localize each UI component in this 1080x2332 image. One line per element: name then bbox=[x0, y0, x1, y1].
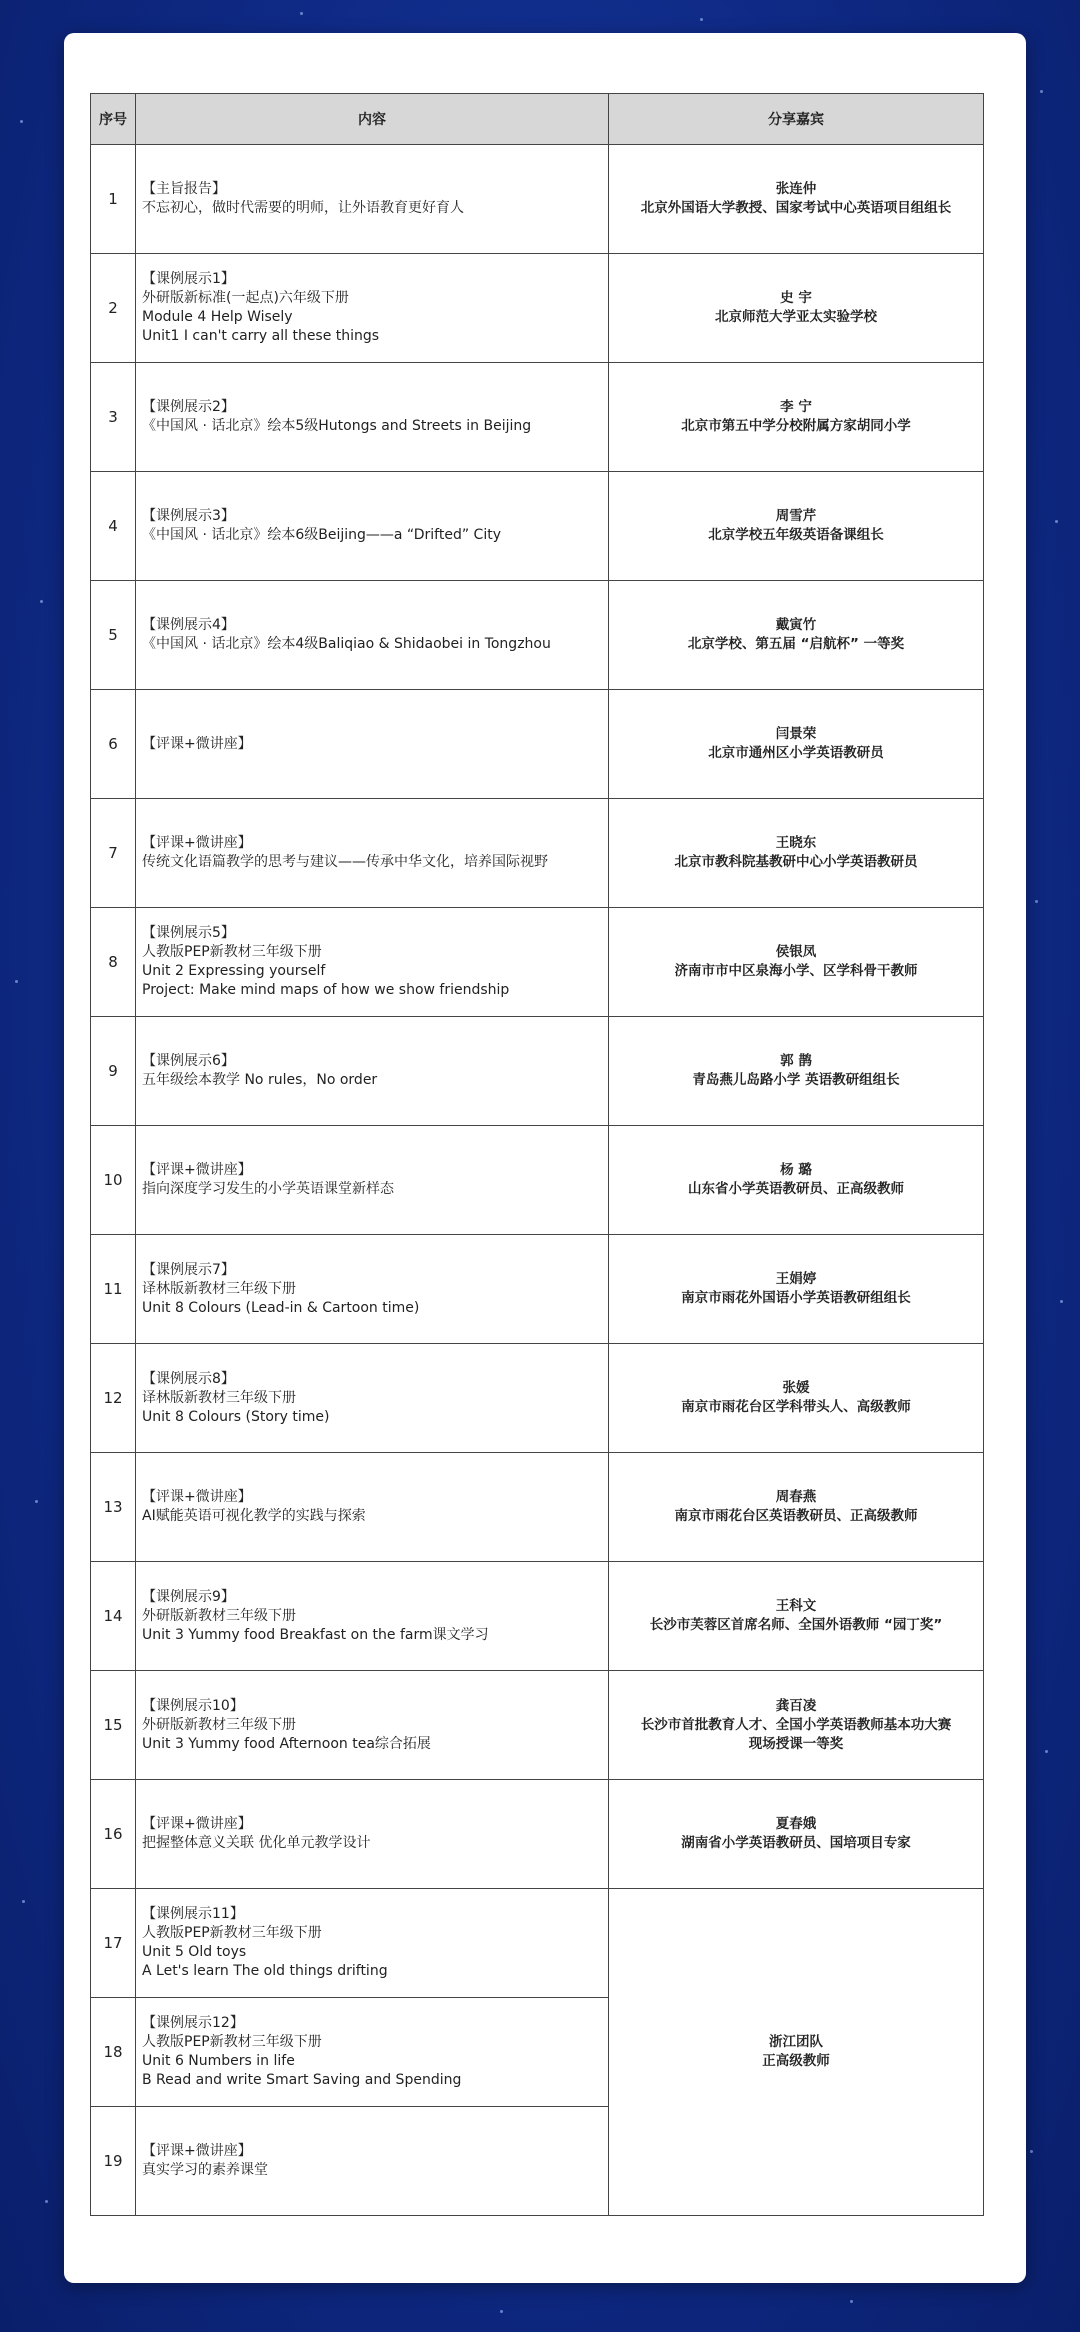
guest-name: 郭 鹊 bbox=[780, 1053, 812, 1069]
guest-name: 杨 璐 bbox=[780, 1162, 812, 1178]
row-content bbox=[136, 1235, 609, 1344]
table-row bbox=[91, 363, 984, 472]
guest-name: 史 宇 bbox=[780, 290, 812, 306]
guest-title: 长沙市首批教育人才、全国小学英语教师基本功大赛 bbox=[640, 1716, 952, 1733]
guest-name: 戴寅竹 bbox=[775, 617, 817, 633]
guest-title: 南京市雨花台区英语教研员、正高级教师 bbox=[674, 1508, 918, 1524]
guest-name: 浙江团队 bbox=[769, 2034, 823, 2050]
sparkle-dot bbox=[40, 600, 43, 603]
row-content bbox=[136, 908, 609, 1017]
row-number: 3 bbox=[91, 363, 136, 472]
content-line: 外研版新标准(一起点)六年级下册 bbox=[142, 290, 349, 306]
sparkle-dot bbox=[850, 2300, 853, 2303]
content-line: 【评课+微讲座】 bbox=[142, 835, 252, 851]
row-number: 5 bbox=[91, 581, 136, 690]
row-number: 18 bbox=[91, 1998, 136, 2107]
content-line: 指向深度学习发生的小学英语课堂新样态 bbox=[142, 1181, 394, 1197]
header-number: 序号 bbox=[91, 94, 136, 145]
sparkle-dot bbox=[1035, 900, 1038, 903]
guest-name: 李 宁 bbox=[780, 399, 812, 415]
merged-guest bbox=[609, 1889, 984, 2216]
sparkle-dot bbox=[300, 12, 303, 15]
content-line: 【课例展示4】 bbox=[142, 617, 235, 633]
row-number: 9 bbox=[91, 1017, 136, 1126]
content-line: Unit 8 Colours (Story time) bbox=[142, 1408, 330, 1425]
content-line: 五年级绘本教学 No rules，No order bbox=[142, 1072, 378, 1088]
row-content bbox=[136, 1889, 609, 1998]
content-line: 传统文化语篇教学的思考与建议——传承中华文化，培养国际视野 bbox=[142, 854, 548, 870]
row-guest bbox=[609, 363, 984, 472]
row-number: 13 bbox=[91, 1453, 136, 1562]
sparkle-dot bbox=[1055, 520, 1058, 523]
content-line: 《中国风 · 话北京》绘本4级Baliqiao & Shidaobei in Tongzhou bbox=[142, 636, 551, 652]
content-line: 【课例展示2】 bbox=[142, 399, 235, 415]
guest-title: 山东省小学英语教研员、正高级教师 bbox=[688, 1181, 904, 1197]
row-content bbox=[136, 1126, 609, 1235]
table-row bbox=[91, 1344, 984, 1453]
content-line: 真实学习的素养课堂 bbox=[142, 2162, 268, 2178]
row-content bbox=[136, 799, 609, 908]
guest-name: 周雪芹 bbox=[775, 508, 817, 524]
guest-title: 青岛燕儿岛路小学 英语教研组组长 bbox=[692, 1072, 900, 1088]
row-guest bbox=[609, 1780, 984, 1889]
sparkle-dot bbox=[700, 18, 703, 21]
content-line: Unit 3 Yummy food Breakfast on the farm课文学习 bbox=[142, 1626, 489, 1643]
table-row bbox=[91, 472, 984, 581]
schedule-card bbox=[64, 33, 1026, 2283]
sparkle-dot bbox=[1045, 1750, 1048, 1753]
content-line: 【课例展示3】 bbox=[142, 508, 235, 524]
row-number: 12 bbox=[91, 1344, 136, 1453]
content-line: 【评课+微讲座】 bbox=[142, 2143, 252, 2159]
row-guest bbox=[609, 254, 984, 363]
sparkle-dot bbox=[1030, 2150, 1033, 2153]
row-number: 15 bbox=[91, 1671, 136, 1780]
row-content bbox=[136, 1562, 609, 1671]
row-content bbox=[136, 254, 609, 363]
row-content bbox=[136, 2107, 609, 2216]
row-guest bbox=[609, 1562, 984, 1671]
content-line: 译林版新教材三年级下册 bbox=[142, 1389, 296, 1406]
content-line: 【评课+微讲座】 bbox=[142, 1816, 252, 1832]
table-row bbox=[91, 1671, 984, 1780]
content-line: 【课例展示7】 bbox=[142, 1261, 235, 1278]
sparkle-dot bbox=[22, 1900, 25, 1903]
guest-name: 张连仲 bbox=[775, 181, 817, 197]
row-number: 6 bbox=[91, 690, 136, 799]
table-row bbox=[91, 254, 984, 363]
content-line: 译林版新教材三年级下册 bbox=[142, 1280, 296, 1297]
row-number: 17 bbox=[91, 1889, 136, 1998]
guest-name: 周春燕 bbox=[775, 1489, 817, 1505]
sparkle-dot bbox=[1040, 90, 1043, 93]
table-header-row bbox=[91, 94, 984, 145]
guest-title: 北京市通州区小学英语教研员 bbox=[708, 745, 884, 761]
content-line: 人教版PEP新教材三年级下册 bbox=[142, 1925, 322, 1941]
row-guest bbox=[609, 690, 984, 799]
content-line: 人教版PEP新教材三年级下册 bbox=[142, 944, 322, 960]
content-line: Unit 2 Expressing yourself bbox=[142, 963, 326, 979]
row-number: 8 bbox=[91, 908, 136, 1017]
guest-name: 王科文 bbox=[775, 1598, 817, 1614]
content-line: 【评课+微讲座】 bbox=[142, 1162, 252, 1178]
table-row bbox=[91, 1017, 984, 1126]
row-guest bbox=[609, 1235, 984, 1344]
table-row bbox=[91, 1453, 984, 1562]
row-number: 4 bbox=[91, 472, 136, 581]
table-row bbox=[91, 908, 984, 1017]
row-content bbox=[136, 1344, 609, 1453]
row-number: 14 bbox=[91, 1562, 136, 1671]
content-line: 【课例展示1】 bbox=[142, 271, 235, 287]
content-line: B Read and write Smart Saving and Spending bbox=[142, 2072, 462, 2088]
header-guest: 分享嘉宾 bbox=[609, 94, 984, 145]
content-line: 【课例展示5】 bbox=[142, 925, 235, 941]
content-line: Unit 6 Numbers in life bbox=[142, 2053, 295, 2069]
row-guest bbox=[609, 1126, 984, 1235]
guest-name: 龚百凌 bbox=[775, 1697, 817, 1714]
guest-name: 夏春娥 bbox=[775, 1816, 817, 1832]
row-content bbox=[136, 472, 609, 581]
row-guest bbox=[609, 145, 984, 254]
table-row bbox=[91, 581, 984, 690]
table-row bbox=[91, 1780, 984, 1889]
row-guest bbox=[609, 1671, 984, 1780]
row-number: 1 bbox=[91, 145, 136, 254]
guest-name: 王晓东 bbox=[775, 835, 817, 851]
table-row bbox=[91, 1889, 984, 1998]
row-guest bbox=[609, 1453, 984, 1562]
row-number: 10 bbox=[91, 1126, 136, 1235]
guest-title: 长沙市芙蓉区首席名师、全国外语教师 “园丁奖” bbox=[649, 1617, 943, 1633]
content-line: 【课例展示6】 bbox=[142, 1053, 235, 1069]
row-guest bbox=[609, 1017, 984, 1126]
row-content bbox=[136, 1780, 609, 1889]
row-content bbox=[136, 1453, 609, 1562]
sparkle-dot bbox=[45, 2200, 48, 2203]
row-guest bbox=[609, 581, 984, 690]
content-line: 【评课+微讲座】 bbox=[142, 1489, 252, 1505]
schedule-table bbox=[90, 93, 984, 2216]
row-guest bbox=[609, 472, 984, 581]
content-line: 《中国风 · 话北京》绘本6级Beijing——a “Drifted” City bbox=[142, 527, 501, 543]
sparkle-dot bbox=[15, 980, 18, 983]
sparkle-dot bbox=[1060, 1300, 1063, 1303]
content-line: Unit1 I can't carry all these things bbox=[142, 328, 380, 344]
content-line: AI赋能英语可视化教学的实践与探索 bbox=[142, 1508, 366, 1524]
row-content bbox=[136, 145, 609, 254]
guest-title: 南京市雨花外国语小学英语教研组组长 bbox=[681, 1290, 911, 1306]
row-number: 19 bbox=[91, 2107, 136, 2216]
content-line: 【课例展示10】 bbox=[142, 1697, 244, 1714]
content-line: 《中国风 · 话北京》绘本5级Hutongs and Streets in Beijing bbox=[142, 418, 532, 434]
row-guest bbox=[609, 1344, 984, 1453]
guest-name: 张媛 bbox=[782, 1380, 810, 1396]
guest-title: 北京学校五年级英语备课组长 bbox=[708, 527, 884, 543]
row-guest bbox=[609, 908, 984, 1017]
guest-title: 北京师范大学亚太实验学校 bbox=[715, 309, 877, 325]
table-row bbox=[91, 1562, 984, 1671]
row-number: 2 bbox=[91, 254, 136, 363]
guest-title: 北京市教科院基教研中心小学英语教研员 bbox=[674, 854, 918, 870]
row-content bbox=[136, 690, 609, 799]
row-number: 7 bbox=[91, 799, 136, 908]
table-row bbox=[91, 1126, 984, 1235]
content-line: 【课例展示8】 bbox=[142, 1370, 235, 1387]
row-content bbox=[136, 1671, 609, 1780]
sparkle-dot bbox=[20, 120, 23, 123]
sparkle-dot bbox=[35, 1500, 38, 1503]
content-line: 外研版新教材三年级下册 bbox=[142, 1716, 296, 1733]
guest-name: 侯银凤 bbox=[775, 944, 817, 960]
content-line: A Let's learn The old things drifting bbox=[142, 1963, 388, 1979]
content-line: Unit 3 Yummy food Afternoon tea综合拓展 bbox=[142, 1735, 431, 1752]
content-line: Unit 8 Colours (Lead-in & Cartoon time) bbox=[142, 1299, 420, 1316]
guest-title: 济南市市中区泉海小学、区学科骨干教师 bbox=[674, 963, 918, 979]
table-row bbox=[91, 799, 984, 908]
table-row bbox=[91, 1235, 984, 1344]
row-content bbox=[136, 363, 609, 472]
content-line: 人教版PEP新教材三年级下册 bbox=[142, 2034, 322, 2050]
content-line: Project: Make mind maps of how we show friendship bbox=[142, 982, 510, 998]
header-content: 内容 bbox=[136, 94, 609, 145]
sparkle-dot bbox=[500, 2310, 503, 2313]
row-content bbox=[136, 1017, 609, 1126]
row-content bbox=[136, 581, 609, 690]
guest-title: 北京学校、第五届 “启航杯” 一等奖 bbox=[687, 636, 905, 652]
guest-title: 正高级教师 bbox=[762, 2053, 830, 2069]
table-row bbox=[91, 690, 984, 799]
content-line: 不忘初心，做时代需要的明师，让外语教育更好育人 bbox=[142, 200, 464, 216]
content-line: 把握整体意义关联 优化单元教学设计 bbox=[142, 1835, 371, 1851]
table-body bbox=[91, 145, 984, 2216]
guest-name: 王娟婷 bbox=[775, 1271, 817, 1287]
guest-title: 北京外国语大学教授、国家考试中心英语项目组组长 bbox=[640, 200, 952, 216]
row-number: 11 bbox=[91, 1235, 136, 1344]
guest-title: 南京市雨花台区学科带头人、高级教师 bbox=[681, 1399, 911, 1415]
content-line: 【主旨报告】 bbox=[142, 181, 226, 197]
guest-title: 现场授课一等奖 bbox=[748, 1735, 844, 1752]
row-content bbox=[136, 1998, 609, 2107]
guest-title: 北京市第五中学分校附属方家胡同小学 bbox=[681, 418, 911, 434]
table-row bbox=[91, 145, 984, 254]
content-line: 【课例展示11】 bbox=[142, 1906, 244, 1922]
content-line: Module 4 Help Wisely bbox=[142, 309, 293, 325]
content-line: 外研版新教材三年级下册 bbox=[142, 1607, 296, 1624]
guest-name: 闫景荣 bbox=[775, 726, 817, 742]
content-line: 【课例展示9】 bbox=[142, 1588, 235, 1605]
row-guest bbox=[609, 799, 984, 908]
content-line: 【评课+微讲座】 bbox=[142, 735, 252, 752]
content-line: 【课例展示12】 bbox=[142, 2015, 244, 2031]
row-number: 16 bbox=[91, 1780, 136, 1889]
content-line: Unit 5 Old toys bbox=[142, 1944, 247, 1960]
guest-title: 湖南省小学英语教研员、国培项目专家 bbox=[681, 1835, 911, 1851]
